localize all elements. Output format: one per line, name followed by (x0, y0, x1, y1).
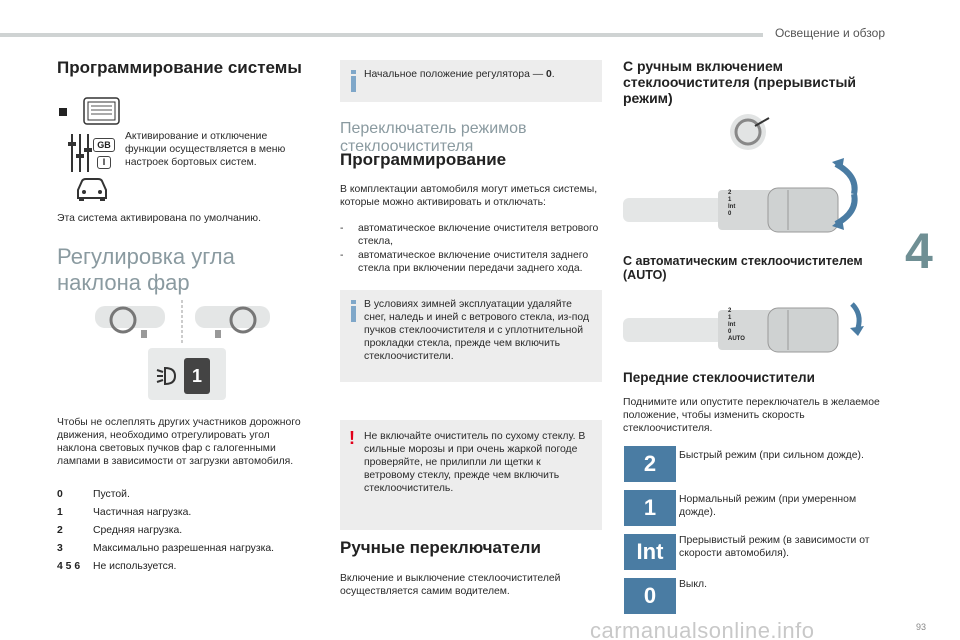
default-enabled-text: Эта система активирована по умолчанию. (57, 213, 261, 224)
car-icon (74, 176, 110, 207)
headlamp-intro-text: Чтобы не ослеплять других участников дорожного движения, необходимо отрегулировать угол наклона световых пучков фар с галогенными лампами в зависимости от загрузки автомобиля. (57, 417, 301, 467)
load-level-row: 2 Средняя нагрузка. (57, 525, 183, 536)
heading-headlamp-adjustment: Регулировка угла наклона фар (57, 244, 235, 295)
warning-text: Не включайте очиститель по сухому стеклу. В сильные морозы и при очень жаркой погоде проверяйте, не прилипли ли щетки к ветровому стеклу, прежде чем включить стеклоочиститель. (364, 431, 586, 494)
mode-badge-2: 2 (624, 446, 676, 482)
list-item: - автоматическое включение очистителя ветрового стекла, (340, 223, 599, 247)
page-number: 93 (916, 622, 927, 632)
heading-manual-switches: Ручные переключатели (340, 538, 541, 557)
info-box-initial-position (340, 60, 602, 102)
list-item: - автоматическое включение очистителя заднего стекла при включении передачи заднего хода. (340, 250, 589, 274)
winter-info-text: В условиях зимней эксплуатации удаляйте снег, наледь и иней с ветрового стекла, из-под пучков стеклоочистителя и с уплотнительной прокладки стекла, прежде чем включить стеклоочистители. (364, 299, 590, 362)
language-i-icon: I (97, 156, 111, 169)
mode-badge-0: 0 (624, 578, 676, 614)
language-gb-icon: GB (93, 138, 115, 152)
initial-position-text: Начальное положение регулятора — 0. (364, 69, 555, 80)
heading-manual-wiper: С ручным включением стеклоочистителя (прерывистый режим) (623, 58, 857, 106)
top-rule (0, 33, 478, 37)
heading-system-programming: Программирование системы (57, 58, 302, 77)
activation-description: Активирование и отключение функции осуществляется в меню настроек бортовых систем. (125, 131, 286, 168)
mode-badge-1: 1 (624, 490, 676, 526)
mode-off-text: Выкл. (679, 579, 708, 590)
display-screen-icon (57, 96, 122, 131)
chapter-number: 4 (905, 223, 933, 279)
load-level-row: 1 Частичная нагрузка. (57, 507, 192, 518)
heading-auto-wiper: С автоматическим стеклоочистителем (AUTO) (623, 254, 863, 282)
front-wipers-text: Поднимите или опустите переключатель в желаемое положение, чтобы изменить скорость стеклоочистителя. (623, 397, 880, 434)
mode-normal-text: Нормальный режим (при умеренном дожде). (679, 494, 857, 518)
mode-intermittent-text: Прерывистый режим (в зависимости от скорости автомобиля). (679, 535, 870, 559)
headlamp-level-icon (155, 364, 181, 393)
warning-icon: ! (349, 428, 355, 448)
arrow-up-down-icon (832, 158, 862, 235)
arrow-down-icon (846, 302, 866, 341)
heading-wiper-switch: Переключатель режимов стеклоочистителя (340, 120, 527, 155)
load-level-row: 4 5 6 Не используется. (57, 561, 177, 572)
info-icon (350, 300, 358, 327)
programming-text: В комплектации автомобиля могут иметься системы, которые можно активировать и отключать: (340, 184, 598, 208)
lever-position-marks: 2 1 Int 0 AUTO (728, 308, 745, 342)
lever-position-marks: 2 1 Int 0 (728, 190, 736, 217)
section-title: Освещение и обзор (774, 26, 885, 40)
programming-list (340, 222, 602, 275)
top-rule-right (478, 33, 763, 37)
headlamp-dial[interactable]: 1 (184, 358, 210, 394)
manual-switches-text: Включение и выключение стеклоочистителей осуществляется самим водителем. (340, 573, 561, 597)
load-level-row: 0 Пустой. (57, 489, 130, 500)
heading-programming: Программирование (340, 150, 507, 169)
watermark: carmanualsonline.info (590, 618, 815, 640)
steering-wheel-icon (725, 112, 771, 157)
wiper-lever-manual (623, 180, 863, 245)
load-level-list (57, 488, 307, 573)
mode-badge-int: Int (624, 534, 676, 570)
load-level-row: 3 Максимально разрешенная нагрузка. (57, 543, 275, 554)
heading-front-wipers: Передние стеклоочистители (623, 370, 815, 385)
mode-fast-text: Быстрый режим (при сильном дожде). (679, 450, 864, 461)
info-icon (350, 70, 358, 97)
dashboard-steering-illustration (95, 300, 270, 350)
